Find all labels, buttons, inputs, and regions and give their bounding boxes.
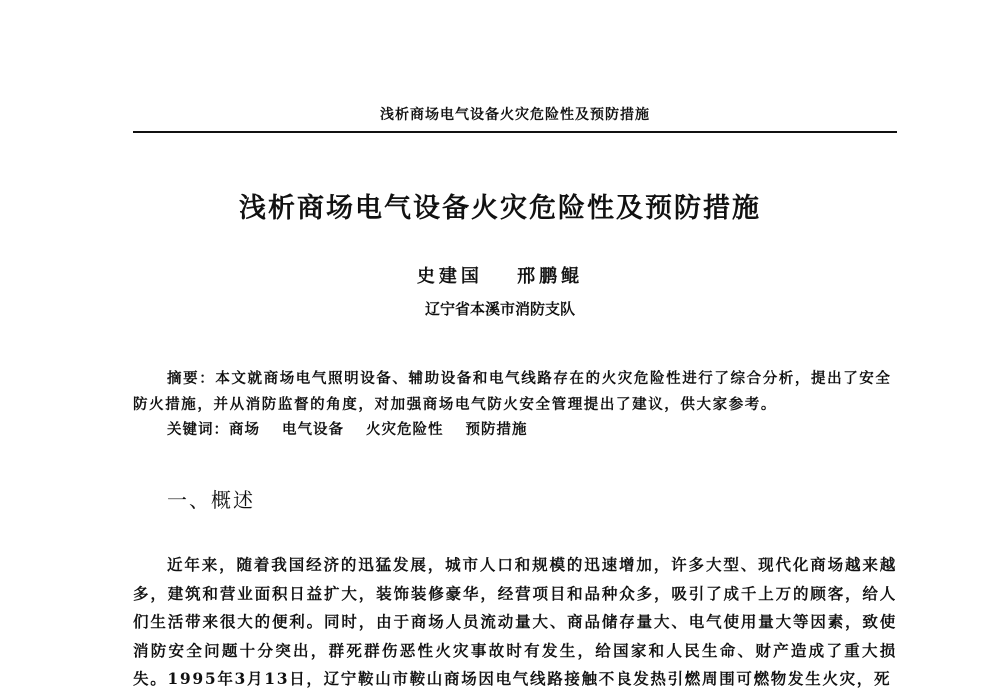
keywords — [167, 418, 550, 439]
author-list — [0, 262, 1000, 288]
keyword: 商场 — [229, 421, 260, 438]
keyword: 预防措施 — [465, 421, 528, 438]
author-name: 邢鹏鲲 — [517, 266, 584, 287]
paper-title: 浅析商场电气设备火灾危险性及预防措施 — [239, 193, 761, 224]
abstract — [133, 366, 897, 418]
keywords-label: 关键词： — [167, 421, 229, 438]
abstract-text: 本文就商场电气照明设备、辅助设备和电气线路存在的火灾危险性进行了综合分析，提出了安全防火措施，并从消防监督的角度，对加强商场电气防火安全管理提出了建议，供大家参考。 — [133, 370, 892, 413]
header-rule — [133, 131, 897, 133]
section-heading: 一、概述 — [167, 488, 255, 512]
body-paragraph: 近年来，随着我国经济的迅猛发展，城市人口和规模的迅速增加，许多大型、现代化商场越来越多，建筑和营业面积日益扩大，装饰装修豪华，经营项目和品种众多，吸引了成千上万的顾客，给人们生活带来很大的便利。同时，由于商场人员流动量大、商品储存量大、电气使用量大等因素，致使消防安全问题十分突出，群死群伤恶性火灾事故时有发生，给国家和人民生命、财产造成了重大损失。1995年3月13日，辽宁鞍山市鞍山商场因电气线路接触不良发热引燃周围可燃物发生火灾，死 — [133, 555, 897, 688]
keyword: 电气设备 — [282, 421, 344, 438]
affiliation: 辽宁省本溪市消防支队 — [424, 300, 575, 318]
running-head: 浅析商场电气设备火灾危险性及预防措施 — [380, 107, 650, 123]
author-name: 史建国 — [416, 266, 483, 287]
abstract-label: 摘要： — [167, 370, 216, 387]
keyword: 火灾危险性 — [366, 421, 444, 438]
